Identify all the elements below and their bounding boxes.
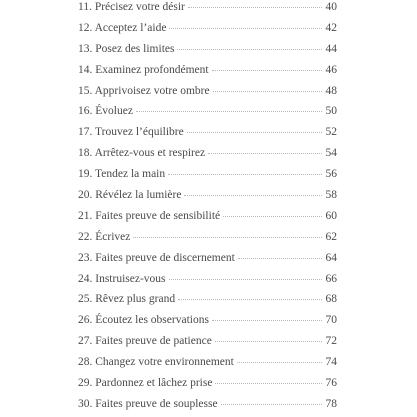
toc-entry-page: 44: [325, 42, 337, 55]
toc-dot-leader: [188, 7, 322, 8]
toc-entry[interactable]: [78, 0, 337, 18]
toc-entry-page: 54: [325, 147, 337, 160]
toc-entry-title: 13. Posez des limites: [78, 42, 175, 55]
toc-dot-leader: [133, 237, 322, 238]
toc-entry[interactable]: [78, 101, 337, 122]
toc-entry-title: 23. Faites preuve de discernement: [78, 251, 235, 264]
toc-entry[interactable]: [78, 269, 337, 290]
toc-entry[interactable]: [78, 248, 337, 269]
toc-entry-page: 66: [325, 272, 337, 285]
toc-dot-leader: [208, 153, 322, 154]
toc-entry[interactable]: [78, 352, 337, 373]
table-of-contents: [78, 0, 337, 415]
toc-entry[interactable]: [78, 18, 337, 39]
toc-entry[interactable]: [78, 227, 337, 248]
toc-dot-leader: [169, 279, 322, 280]
toc-dot-leader: [168, 174, 322, 175]
toc-dot-leader: [238, 258, 322, 259]
toc-entry-title: 19. Tendez la main: [78, 168, 166, 181]
toc-dot-leader: [223, 216, 322, 217]
toc-entry-title: 12. Acceptez l’aide: [78, 21, 167, 34]
toc-entry-page: 62: [325, 230, 337, 243]
toc-entry[interactable]: [78, 143, 337, 164]
toc-dot-leader: [221, 404, 322, 405]
toc-entry-page: 76: [325, 377, 337, 390]
toc-entry-page: 68: [325, 293, 337, 306]
toc-entry-title: 27. Faites preuve de patience: [78, 335, 212, 348]
toc-entry-title: 16. Évoluez: [78, 105, 133, 118]
toc-entry-title: 21. Faites preuve de sensibilité: [78, 209, 221, 222]
toc-entry[interactable]: [78, 60, 337, 81]
toc-dot-leader: [178, 299, 322, 300]
toc-dot-leader: [212, 320, 322, 321]
toc-entry-page: 42: [325, 21, 337, 34]
toc-entry[interactable]: [78, 164, 337, 185]
toc-entry-page: 64: [325, 251, 337, 264]
toc-dot-leader: [184, 195, 322, 196]
toc-entry-title: 24. Instruisez-vous: [78, 272, 166, 285]
toc-entry-page: 72: [325, 335, 337, 348]
toc-dot-leader: [237, 362, 322, 363]
toc-entry[interactable]: [78, 373, 337, 394]
toc-entry-title: 22. Écrivez: [78, 230, 131, 243]
toc-dot-leader: [215, 341, 322, 342]
toc-entry-page: 40: [325, 1, 337, 13]
toc-entry[interactable]: [78, 289, 337, 310]
toc-entry[interactable]: [78, 122, 337, 143]
toc-dot-leader: [177, 49, 322, 50]
toc-entry-title: 20. Révélez la lumière: [78, 189, 182, 202]
toc-entry[interactable]: [78, 81, 337, 102]
toc-entry-title: 18. Arrêtez-vous et respirez: [78, 147, 206, 160]
toc-entry[interactable]: [78, 331, 337, 352]
toc-entry-page: 60: [325, 209, 337, 222]
toc-entry-title: 25. Rêvez plus grand: [78, 293, 176, 306]
toc-dot-leader: [136, 111, 322, 112]
toc-dot-leader: [169, 28, 322, 29]
toc-entry-page: 50: [325, 105, 337, 118]
toc-entry[interactable]: [78, 39, 337, 60]
toc-dot-leader: [212, 70, 322, 71]
toc-entry-title: 14. Examinez profondément: [78, 63, 209, 76]
toc-dot-leader: [215, 383, 322, 384]
toc-entry-title: 28. Changez votre environnement: [78, 356, 234, 369]
toc-entry-title: 15. Apprivoisez votre ombre: [78, 84, 210, 97]
toc-entry-title: 17. Trouvez l’équilibre: [78, 126, 184, 139]
toc-entry-page: 48: [325, 84, 337, 97]
toc-entry-page: 70: [325, 314, 337, 327]
toc-entry-page: 58: [325, 189, 337, 202]
toc-entry-title: 11. Précisez votre désir: [78, 1, 185, 13]
toc-entry-page: 74: [325, 356, 337, 369]
toc-entry[interactable]: [78, 310, 337, 331]
toc-entry-page: 56: [325, 168, 337, 181]
toc-dot-leader: [187, 132, 322, 133]
toc-entry-title: 26. Écoutez les observations: [78, 314, 209, 327]
toc-entry[interactable]: [78, 185, 337, 206]
toc-entry-page: 78: [325, 397, 337, 410]
toc-entry-title: 30. Faites preuve de souplesse: [78, 397, 218, 410]
toc-entry-page: 52: [325, 126, 337, 139]
toc-entry[interactable]: [78, 394, 337, 415]
toc-entry-title: 29. Pardonnez et lâchez prise: [78, 377, 213, 390]
toc-entry-page: 46: [325, 63, 337, 76]
toc-dot-leader: [213, 91, 322, 92]
toc-entry[interactable]: [78, 206, 337, 227]
